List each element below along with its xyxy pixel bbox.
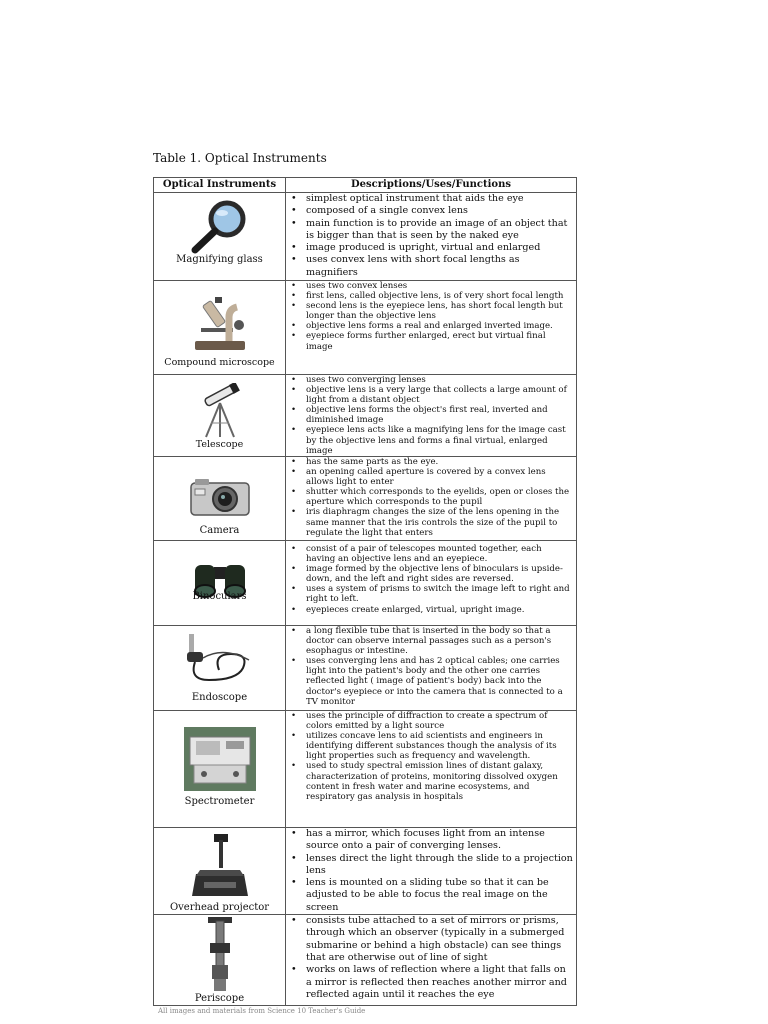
magnifying-glass-icon	[189, 198, 251, 254]
list-item: • image formed by the objective lens of binoculars is upside-down, and the left and right sides are reversed.	[306, 564, 573, 584]
instrument-label: Endoscope	[191, 692, 248, 703]
list-item: • has the same parts as the eye.	[306, 457, 573, 467]
list-item: • has a mirror, which focuses light from an intense source onto a pair of converging lenses.	[306, 828, 573, 853]
table-header-row	[154, 178, 577, 193]
list-item: • utilizes concave lens to aid scientists and engineers in identifying different substances though the analysis of its light properties such as frequency and wavelength.	[306, 731, 573, 761]
table-row	[154, 193, 577, 281]
list-item: • lenses direct the light through the slide to a projection lens	[306, 853, 573, 878]
list-item: • an opening called aperture is covered by a convex lens allows light to enter	[306, 467, 573, 487]
instrument-cell	[154, 457, 286, 541]
camera-icon	[189, 477, 251, 517]
instrument-label: Telescope	[195, 439, 244, 450]
instrument-label: Magnifying glass	[176, 254, 263, 265]
list-item: • works on laws of reflection where a light that falls on a mirror is reflected then reaches another mirror and reflected again until it reaches the eye	[306, 964, 573, 1001]
instrument-label: Camera	[199, 525, 240, 536]
list-item: • first lens, called objective lens, is of very short focal length	[306, 291, 573, 301]
list-item: • uses convex lens with short focal lengths as magnifiers	[306, 254, 573, 279]
instrument-cell	[154, 193, 286, 281]
instrument-label: Overhead projector	[169, 902, 270, 913]
footnote: All images and materials from Science 10 Teacher's Guide	[158, 1007, 366, 1015]
description-cell	[286, 828, 577, 915]
list-item: • uses converging lens and has 2 optical cables; one carries light into the patient's body and the other one carries reflected light ( image of patient's body) back into the doctor's eyepiece or into the camera that is connected to a TV monitor	[306, 656, 573, 706]
instrument-cell	[154, 711, 286, 828]
instrument-cell	[154, 375, 286, 457]
instrument-cell	[154, 915, 286, 1006]
table-caption: Table 1. Optical Instruments	[153, 151, 327, 165]
optical-instruments-table	[153, 177, 577, 1006]
overhead-projector-icon	[190, 832, 250, 900]
list-item: • eyepieces create enlarged, virtual, upright image.	[306, 605, 573, 615]
instrument-cell	[154, 626, 286, 711]
list-item: • objective lens forms the object's first real, inverted and diminished image	[306, 405, 573, 425]
list-item: • second lens is the eyepiece lens, has short focal length but longer than the objective lens	[306, 301, 573, 321]
list-item: • uses a system of prisms to switch the image left to right and right to left.	[306, 584, 573, 604]
list-item: • uses two convex lenses	[306, 281, 573, 291]
description-cell	[286, 457, 577, 541]
table-row	[154, 828, 577, 915]
endoscope-icon	[183, 632, 257, 688]
telescope-icon	[198, 383, 242, 439]
table-row	[154, 711, 577, 828]
list-item: • lens is mounted on a sliding tube so that it can be adjusted to be able to focus the real image on the screen	[306, 877, 573, 914]
description-cell	[286, 281, 577, 375]
description-cell	[286, 915, 577, 1006]
list-item: • eyepiece lens acts like a magnifying lens for the image cast by the objective lens and forms a final virtual, enlarged image	[306, 425, 573, 455]
spectrometer-icon	[184, 727, 256, 791]
list-item: • objective lens forms a real and enlarged inverted image.	[306, 321, 573, 331]
instrument-cell	[154, 541, 286, 626]
table-row	[154, 915, 577, 1006]
list-item: • shutter which corresponds to the eyelids, open or closes the aperture which corresponds to the pupil	[306, 487, 573, 507]
list-item: • image produced is upright, virtual and enlarged	[306, 242, 573, 254]
periscope-icon	[200, 917, 240, 993]
instrument-cell	[154, 828, 286, 915]
list-item: • used to study spectral emission lines of distant galaxy, characterization of proteins, monitoring dissolved oxygen content in fresh water and marine ecosystems, and respiratory gas analysis in hospitals	[306, 761, 573, 801]
description-cell	[286, 541, 577, 626]
list-item: • eyepiece forms further enlarged, erect but virtual final image	[306, 331, 573, 351]
list-item: • uses two converging lenses	[306, 375, 573, 385]
instrument-label: Spectrometer	[184, 796, 255, 807]
microscope-icon	[185, 295, 255, 353]
table-row	[154, 457, 577, 541]
header-optical-instruments: Optical Instruments	[154, 178, 286, 193]
instrument-cell	[154, 281, 286, 375]
description-cell	[286, 626, 577, 711]
description-cell	[286, 375, 577, 457]
table-row	[154, 541, 577, 626]
table-row	[154, 281, 577, 375]
header-descriptions: Descriptions/Uses/Functions	[286, 178, 577, 193]
list-item: • main function is to provide an image of an object that is bigger than that is seen by the naked eye	[306, 218, 573, 243]
list-item: • consists tube attached to a set of mirrors or prisms, through which an observer (typically in a submerged submarine or behind a high obstacle) can see things that are otherwise out of line of sight	[306, 915, 573, 964]
list-item: • consist of a pair of telescopes mounted together, each having an objective lens and an eyepiece.	[306, 544, 573, 564]
table-row	[154, 626, 577, 711]
list-item: • objective lens is a very large that collects a large amount of light from a distant object	[306, 385, 573, 405]
description-cell	[286, 193, 577, 281]
instrument-label: Binoculars	[192, 591, 247, 602]
list-item: • simplest optical instrument that aids the eye	[306, 193, 573, 205]
list-item: • iris diaphragm changes the size of the lens opening in the same manner that the iris controls the size of the pupil to regulate the light that enters	[306, 507, 573, 537]
description-cell	[286, 711, 577, 828]
list-item: • composed of a single convex lens	[306, 205, 573, 217]
instrument-label: Periscope	[194, 993, 245, 1005]
list-item: • a long flexible tube that is inserted in the body so that a doctor can observe internal passages such as a person's esophagus or intestine.	[306, 626, 573, 656]
instrument-label: Compound microscope	[164, 357, 275, 368]
table-row	[154, 375, 577, 457]
list-item: • uses the principle of diffraction to create a spectrum of colors emitted by a light source	[306, 711, 573, 731]
